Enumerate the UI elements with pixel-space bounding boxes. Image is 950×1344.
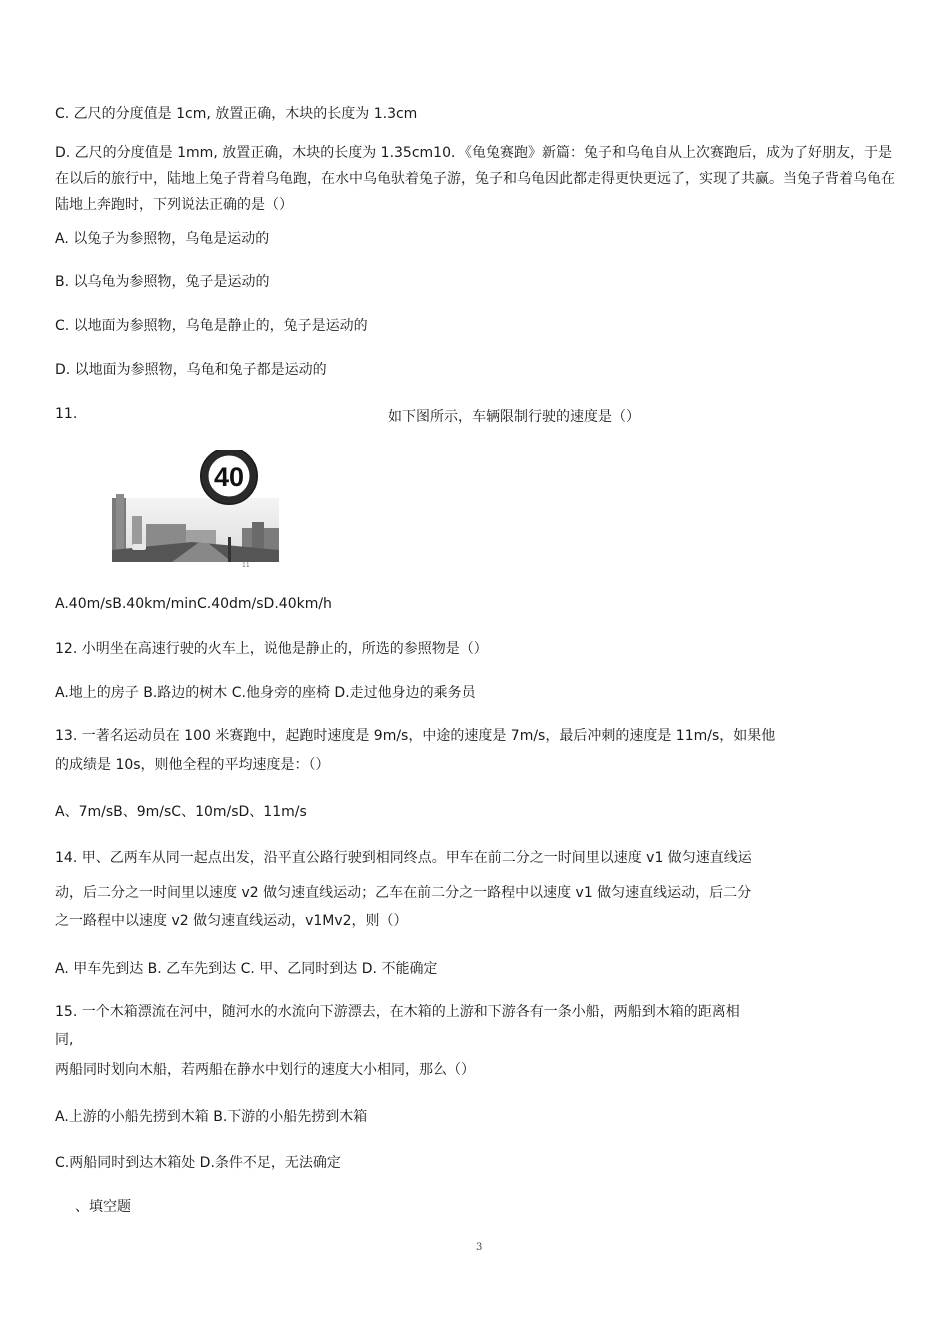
q15-options-line2: C.两船同时到达木箱处 D.条件不足，无法确定 [55,1155,341,1171]
q15-question-line3: 两船同时划向木船，若两船在静水中划行的速度大小相同，那么（） [55,1062,475,1078]
question-10-paragraph: D. 乙尺的分度值是 1mm, 放置正确，木块的长度为 1.35cm10．《龟兔赛跑》新篇：兔子和乌龟自从上次赛跑后，成为了好朋友，于是在以后的旅行中，陆地上兔子背着乌龟跑，在水中乌龟驮着兔子游，兔子和乌龟因此都走得更快更远了，实现了共赢。当兔子背着乌龟在陆地上奔跑时，下列说法正确的是（） [55,145,895,213]
q11-options: A.40m/sB.40km/minC.40dm/sD.40km/h [55,596,332,612]
q10-option-b: B. 以乌龟为参照物，兔子是运动的 [55,274,270,290]
q13-question-line1: 13. 一著名运动员在 100 米赛跑中，起跑时速度是 9m/s，中途的速度是 7m/s，最后冲刺的速度是 11m/s，如果他 [55,728,776,744]
q15-options-line1: A.上游的小船先捞到木箱 B.下游的小船先捞到木箱 [55,1109,368,1125]
q13-options: A、7m/sB、9m/sC、10m/sD、11m/s [55,804,307,820]
q11-number: 11. [55,406,78,422]
q12-options: A.地上的房子 B.路边的树木 C.他身旁的座椅 D.走过他身边的乘务员 [55,685,476,701]
q10-option-a: A. 以兔子为参照物，乌龟是运动的 [55,231,270,247]
q10-option-d: D. 以地面为参照物，乌龟和兔子都是运动的 [55,362,327,378]
q14-options: A. 甲车先到达 B. 乙车先到达 C. 甲、乙同时到达 D. 不能确定 [55,961,438,977]
q10-option-c: C. 以地面为参照物，乌龟是静止的，兔子是运动的 [55,318,368,334]
page-number: 3 [476,1242,483,1253]
q14-question-line2: 动，后二分之一时间里以速度 v2 做匀速直线运动；乙车在前二分之一路程中以速度 v1 做匀速直线运动，后二分 [55,885,752,901]
q15-question-line1: 15. 一个木箱漂流在河中，随河水的水流向下游漂去，在木箱的上游和下游各有一条小船，两船到木箱的距离相 [55,1004,740,1020]
section-heading: 、填空题 [75,1199,131,1215]
image-caption: 11 [242,562,250,569]
option-c-line: C. 乙尺的分度值是 1cm, 放置正确，木块的长度为 1.3cm [55,106,418,122]
q15-question-line2: 同, [55,1032,74,1048]
speed-limit-value: 40 [213,462,245,492]
q14-question-line3: 之一路程中以速度 v2 做匀速直线运动，v1Mv2，则（） [55,913,408,929]
q12-question: 12. 小明坐在高速行驶的火车上，说他是静止的，所选的参照物是（） [55,641,488,657]
q11-question: 如下图所示，车辆限制行驶的速度是（） [388,409,640,425]
q14-question-line1: 14. 甲、乙两车从同一起点出发，沿平直公路行驶到相同终点。甲车在前二分之一时间里以速度 v1 做匀速直线运 [55,850,752,866]
q13-question-line2: 的成绩是 10s，则他全程的平均速度是：（） [55,757,330,773]
speed-limit-sign-image [112,450,279,562]
